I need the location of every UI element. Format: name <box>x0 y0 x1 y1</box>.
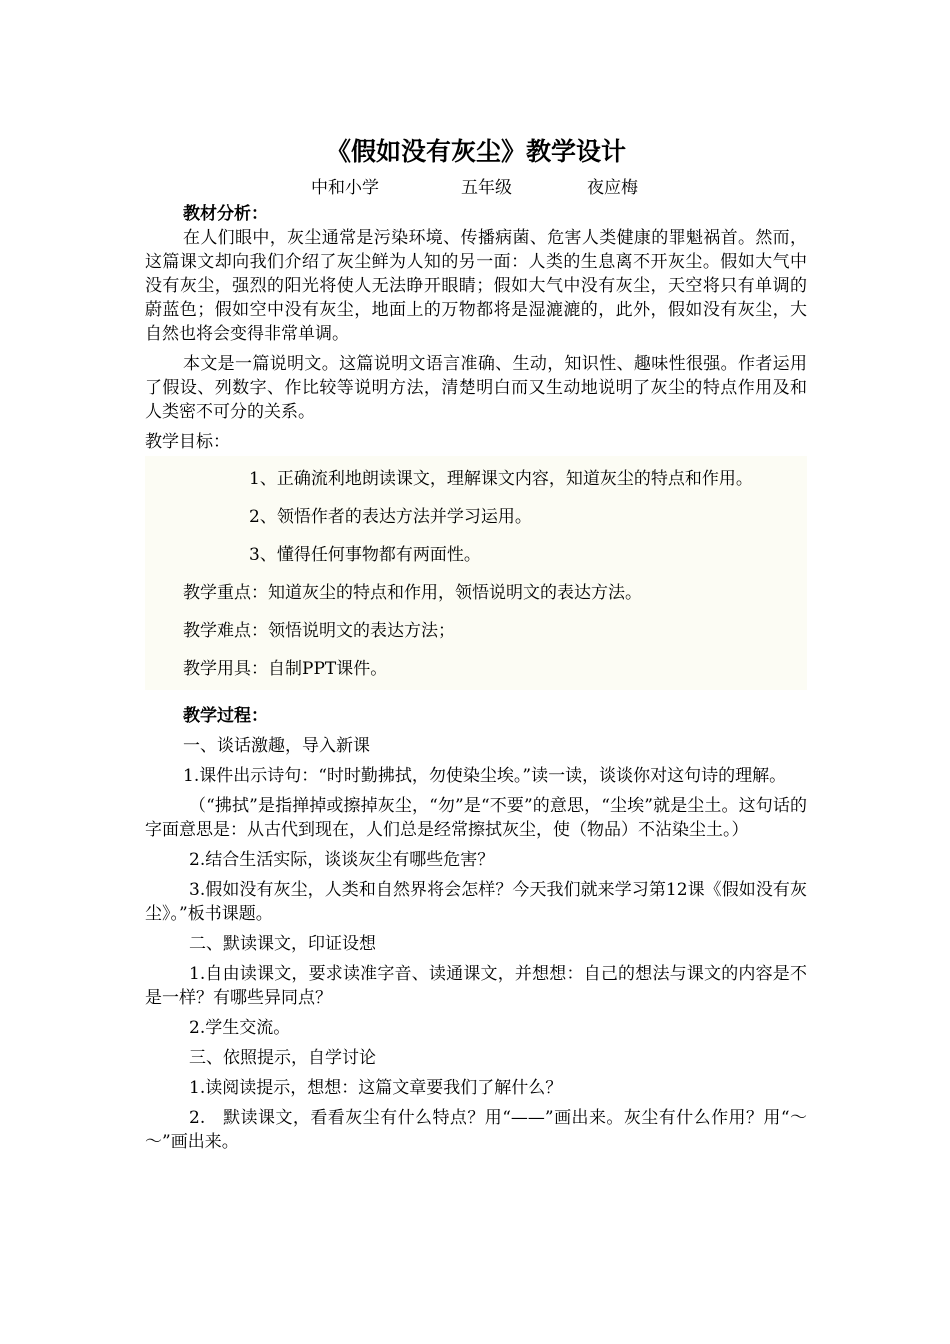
analysis-paragraph-1: 在人们眼中，灰尘通常是污染环境、传播病菌、危害人类健康的罪魁祸首。然而，这篇课文却向我们介绍了灰尘鲜为人知的另一面：人类的生息离不开灰尘。假如大气中没有灰尘，强烈的阳光将使人无法睁开眼睛；假如大气中没有灰尘，天空将只有单调的蔚蓝色；假如空中没有灰尘，地面上的万物都将是湿漉漉的，此外，假如没有灰尘，大自然也将会变得非常单调。 <box>145 228 807 344</box>
goals-block <box>145 456 807 690</box>
goal-item: 3、懂得任何事物都有两面性。 <box>249 545 481 565</box>
analysis-heading: 教材分析： <box>183 204 268 224</box>
byline <box>145 174 807 202</box>
process-section <box>145 704 807 1154</box>
section-1-step-1: 1.课件出示诗句：“时时勤拂拭，勿使染尘埃。”读一读，谈谈你对这句诗的理解。 <box>183 766 787 786</box>
byline-grade: 五年级 <box>461 178 512 198</box>
analysis-paragraph-2: 本文是一篇说明文。这篇说明文语言准确、生动，知识性、趣味性很强。作者运用了假设、列数字、作比较等说明方法，清楚明白而又生动地说明了灰尘的特点作用及和人类密不可分的关系。 <box>145 354 807 422</box>
byline-school: 中和小学 <box>311 178 379 198</box>
goals-heading: 教学目标： <box>145 432 230 452</box>
key-point: 教学重点：知道灰尘的特点和作用，领悟说明文的表达方法。 <box>183 583 642 603</box>
section-1-step-2: 2.结合生活实际，谈谈灰尘有哪些危害？ <box>189 850 495 870</box>
section-1-title: 一、谈话激趣，导入新课 <box>183 736 370 756</box>
section-1-step-3: 3.假如没有灰尘，人类和自然界将会怎样？今天我们就来学习第12课《假如没有灰尘》。”板书课题。 <box>145 880 807 924</box>
goal-item: 2、领悟作者的表达方法并学习运用。 <box>249 507 532 527</box>
byline-teacher: 夜应梅 <box>587 178 638 198</box>
section-2-step-2: 2.学生交流。 <box>189 1018 291 1038</box>
document-body <box>145 134 807 1160</box>
section-3-title: 三、依照提示，自学讨论 <box>189 1048 376 1068</box>
section-3-step-1: 1.读阅读提示，想想：这篇文章要我们了解什么？ <box>189 1078 563 1098</box>
section-3-step-2: 2. 默读课文，看看灰尘有什么特点？用“——”画出来。灰尘有什么作用？用“～～”画出来。 <box>145 1108 807 1152</box>
difficulty-point: 教学难点：领悟说明文的表达方法； <box>183 621 455 641</box>
section-2-title: 二、默读课文，印证设想 <box>189 934 376 954</box>
section-2-step-1: 1.自由读课文，要求读准字音、读通课文，并想想：自己的想法与课文的内容是不是一样？有哪些异同点？ <box>145 964 807 1008</box>
section-1-note: （“拂拭”是指掸掉或擦掉灰尘，“勿”是“不要”的意思，“尘埃”就是尘土。这句话的字面意思是：从古代到现在，人们总是经常擦拭灰尘，使（物品）不沾染尘土。） <box>145 796 807 840</box>
document-title: 《假如没有灰尘》教学设计 <box>325 137 626 166</box>
goal-item: 1、正确流利地朗读课文，理解课文内容，知道灰尘的特点和作用。 <box>249 469 753 489</box>
process-heading: 教学过程： <box>183 706 268 726</box>
teaching-tools: 教学用具：自制PPT课件。 <box>183 659 388 679</box>
